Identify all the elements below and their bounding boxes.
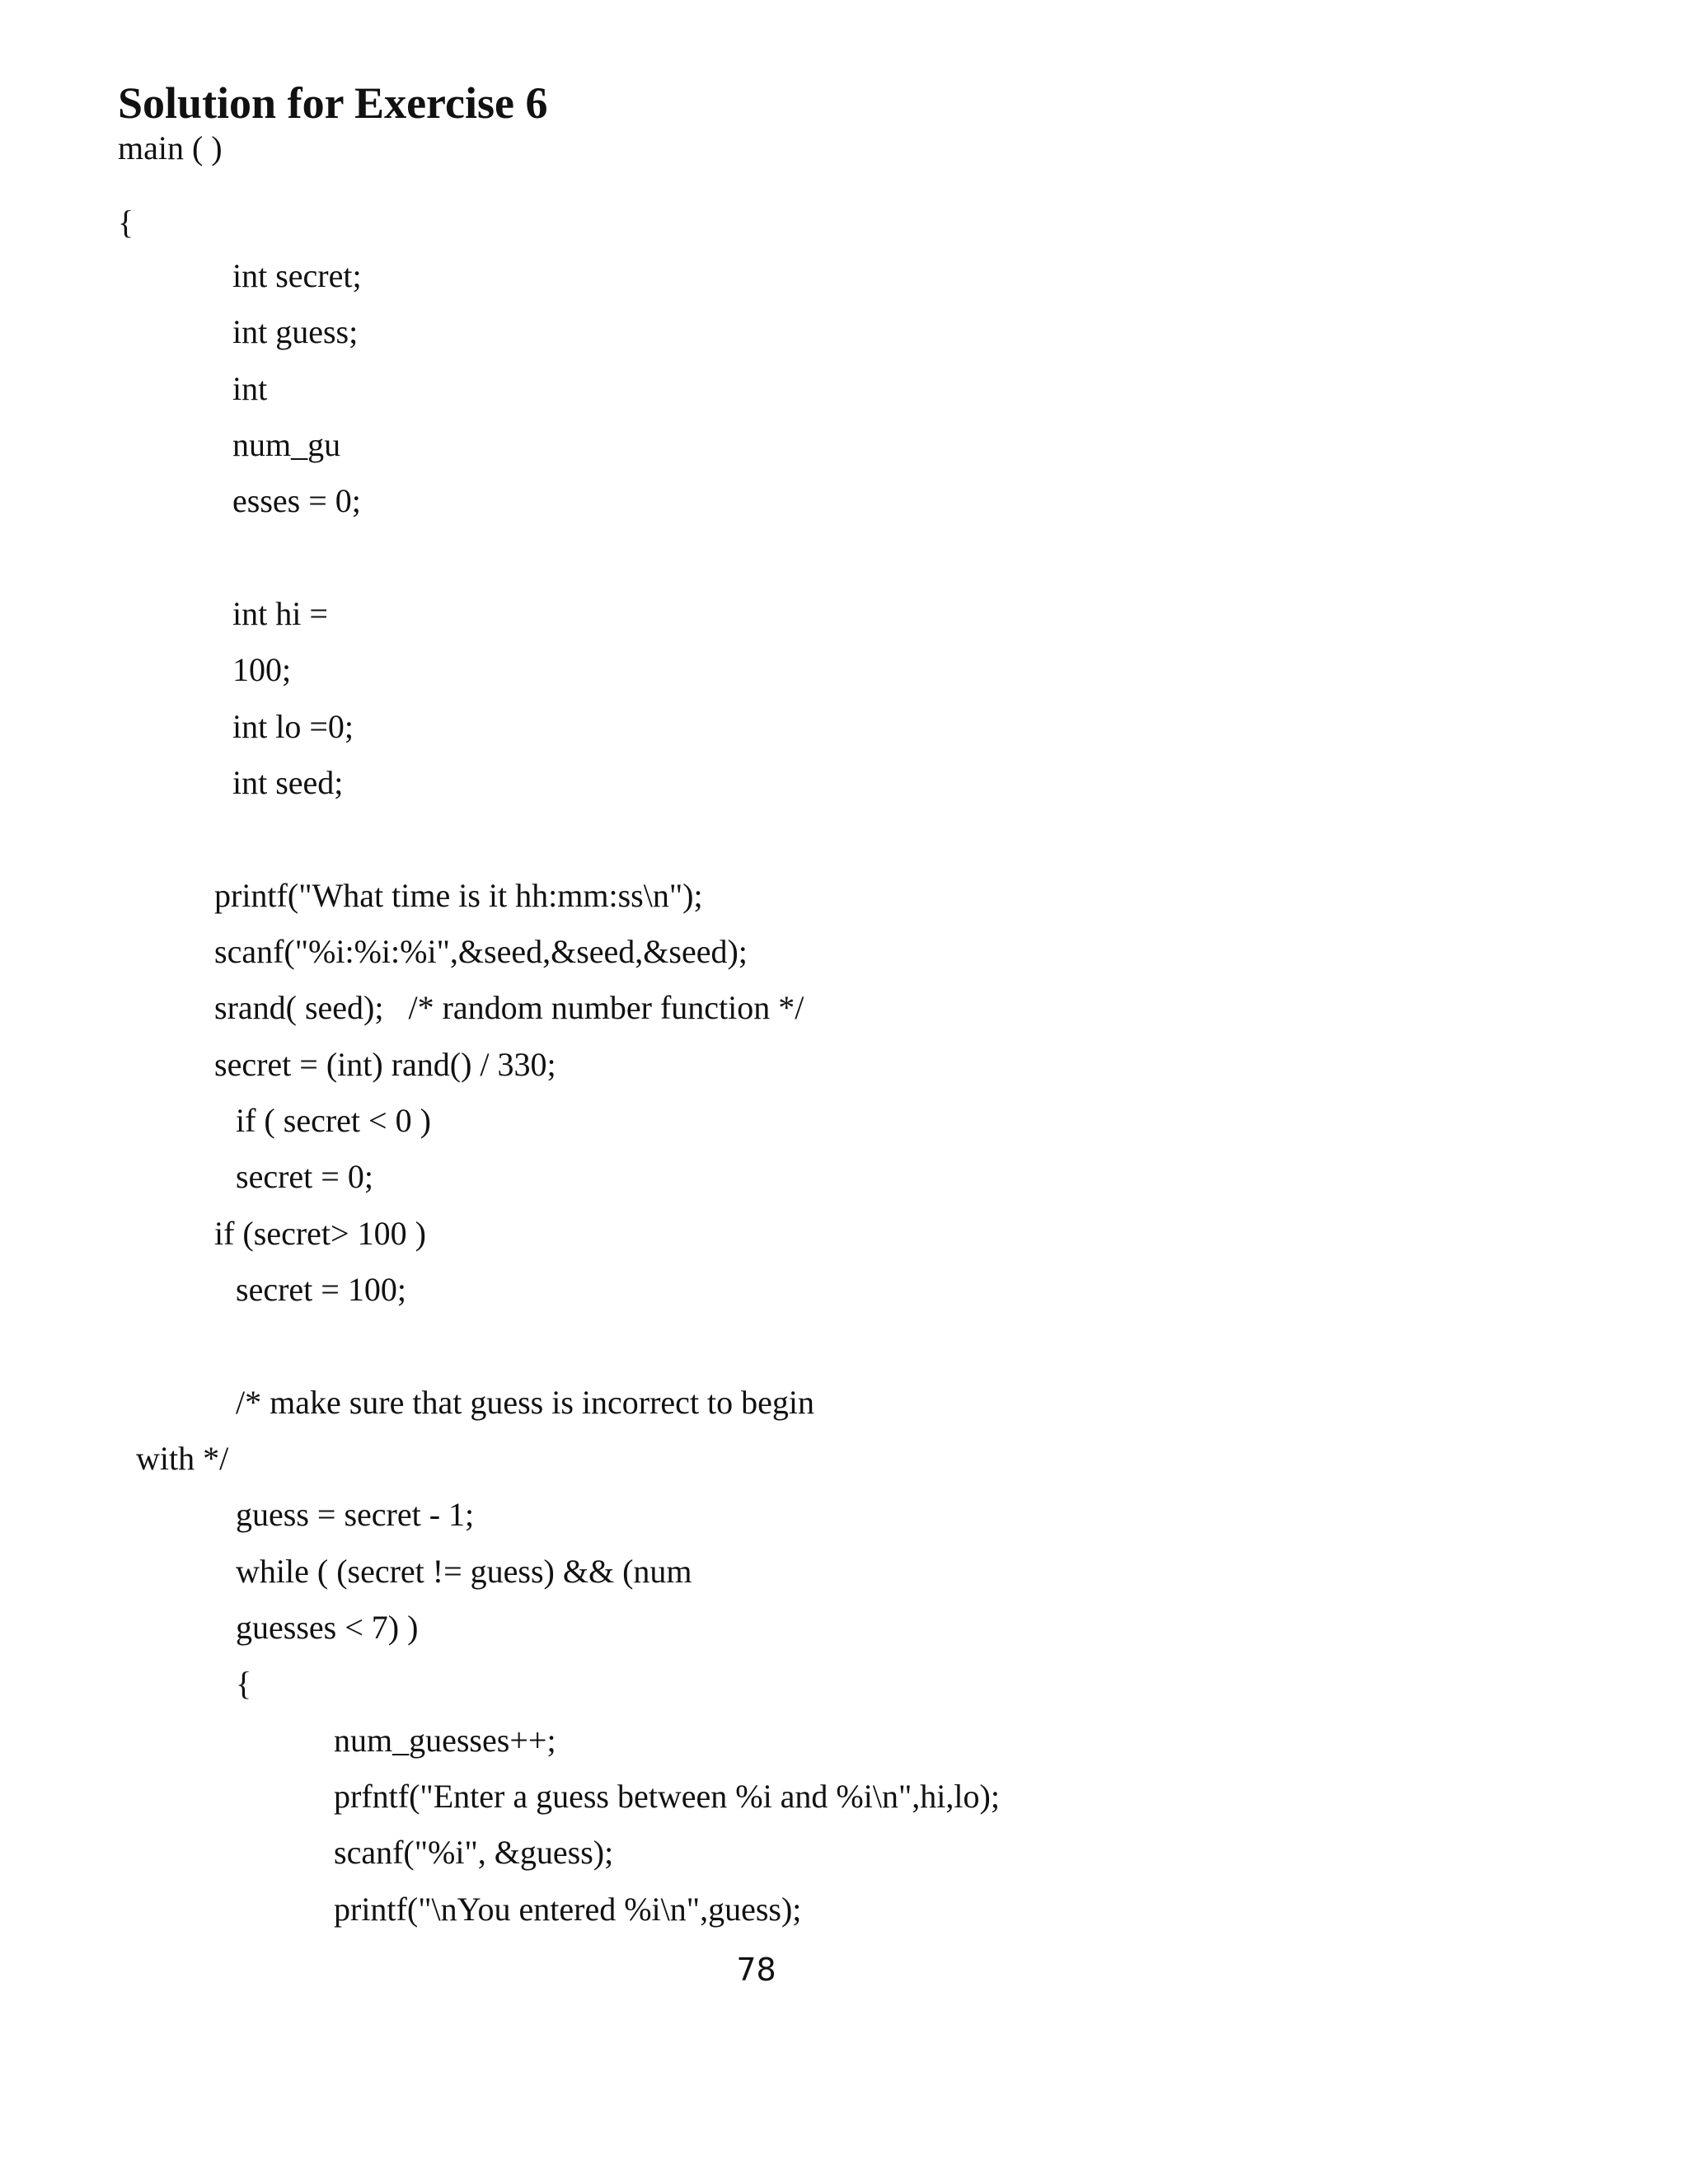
code-line: {: [118, 204, 134, 241]
code-line: int guess;: [232, 313, 359, 350]
code-line: int lo =0;: [232, 708, 354, 745]
code-line: secret = 100;: [236, 1271, 406, 1308]
code-line: with */: [136, 1440, 229, 1477]
page-number: 78: [736, 1952, 776, 1988]
code-line: int seed;: [232, 764, 344, 801]
code-line: if (secret> 100 ): [214, 1215, 426, 1252]
code-line: esses = 0;: [232, 482, 361, 519]
code-line: num_gu: [232, 426, 341, 463]
code-line: num_guesses++;: [334, 1722, 556, 1759]
code-line: scanf("%i", &guess);: [334, 1834, 614, 1871]
code-line: printf("What time is it hh:mm:ss\n");: [214, 877, 703, 914]
page-title: Solution for Exercise 6: [118, 78, 548, 128]
code-line: srand( seed); /* random number function */: [214, 989, 804, 1026]
code-line: 100;: [232, 651, 292, 688]
code-line: while ( (secret != guess) && (num: [236, 1553, 692, 1590]
code-line: main ( ): [118, 129, 223, 166]
code-line: scanf("%i:%i:%i",&seed,&seed,&seed);: [214, 933, 748, 970]
code-line: printf("\nYou entered %i\n",guess);: [334, 1891, 802, 1928]
code-line: guess = secret - 1;: [236, 1496, 475, 1533]
code-line: secret = 0;: [236, 1158, 373, 1195]
code-line: int: [232, 370, 268, 407]
code-line: secret = (int) rand() / 330;: [214, 1046, 556, 1083]
code-line: {: [236, 1665, 252, 1702]
code-line: guesses < 7) ): [236, 1609, 419, 1646]
code-line: if ( secret < 0 ): [236, 1102, 431, 1139]
code-line: /* make sure that guess is incorrect to begin: [236, 1384, 815, 1421]
code-line: int hi =: [232, 595, 328, 632]
code-line: int secret;: [232, 257, 362, 294]
code-line: prfntf("Enter a guess between %i and %i\n",hi,lo);: [334, 1778, 1000, 1815]
